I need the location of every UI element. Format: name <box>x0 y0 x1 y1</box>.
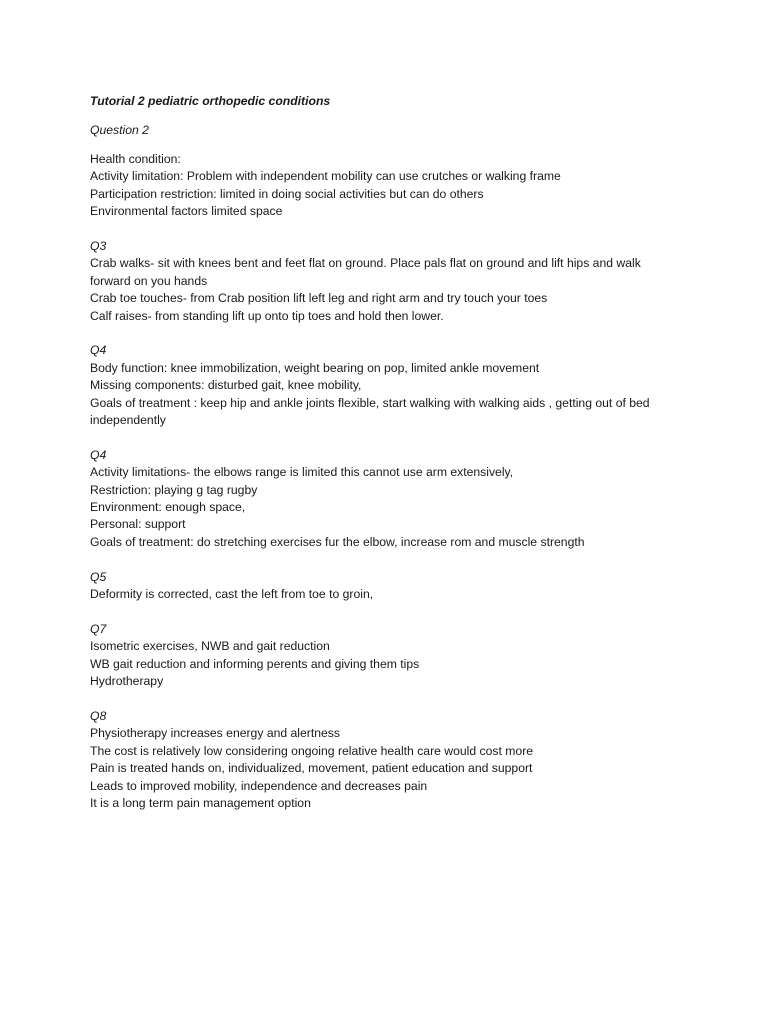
answer-line: Environment: enough space, <box>90 500 246 515</box>
answer-line: Physiotherapy increases energy and alertness <box>90 726 340 741</box>
question-label: Question 2 <box>90 123 149 137</box>
answer-line: Deformity is corrected, cast the left from toe to groin, <box>90 587 374 602</box>
answer-line: The cost is relatively low considering ongoing relative health care would cost more <box>90 743 534 758</box>
answer-line: Activity limitation: Problem with independent mobility can use crutches or walking frame <box>90 169 561 184</box>
section-q4-second <box>90 447 680 551</box>
answer-line: Isometric exercises, NWB and gait reduction <box>90 639 330 654</box>
answer-line: Health condition: <box>90 152 181 166</box>
answer-line: WB gait reduction and informing perents and giving them tips <box>90 656 420 671</box>
section-question-2 <box>90 122 680 221</box>
question-label: Q5 <box>90 569 107 584</box>
answer-line: Crab walks- sit with knees bent and feet flat on ground. Place pals flat on ground and lift hips and walk forward on you hands <box>90 256 641 288</box>
answer-line: Calf raises- from standing lift up onto tip toes and hold then lower. <box>90 308 444 323</box>
answer-line: Pain is treated hands on, individualized, movement, patient education and support <box>90 761 533 776</box>
answer-line: Body function: knee immobilization, weight bearing on pop, limited ankle movement <box>90 360 540 375</box>
question-label: Q8 <box>90 708 107 723</box>
question-label: Q4 <box>90 343 107 358</box>
section-q5 <box>90 569 680 604</box>
answer-line: Participation restriction: limited in doing social activities but can do others <box>90 186 484 201</box>
question-label: Q3 <box>90 239 107 254</box>
answer-line: It is a long term pain management option <box>90 795 311 810</box>
question-label: Q4 <box>90 447 107 462</box>
answer-line: Missing components: disturbed gait, knee mobility, <box>90 378 362 393</box>
section-q7 <box>90 621 680 691</box>
answer-line: Goals of treatment : keep hip and ankle joints flexible, start walking with walking aids , getting out of bed independently <box>90 395 650 428</box>
answer-line: Activity limitations- the elbows range is limited this cannot use arm extensively, <box>90 465 514 480</box>
answer-line: Hydrotherapy <box>90 674 164 689</box>
answer-line: Goals of treatment: do stretching exercises fur the elbow, increase rom and muscle strength <box>90 534 585 549</box>
answer-line: Restriction: playing g tag rugby <box>90 482 258 497</box>
section-q3 <box>90 238 680 325</box>
answer-line: Crab toe touches- from Crab position lift left leg and right arm and try touch your toes <box>90 291 548 306</box>
section-q4-first <box>90 342 680 429</box>
question-label: Q7 <box>90 621 107 636</box>
section-q8 <box>90 708 680 812</box>
answer-line: Personal: support <box>90 517 186 532</box>
answer-line: Environmental factors limited space <box>90 204 283 219</box>
answer-line: Leads to improved mobility, independence and decreases pain <box>90 778 428 793</box>
document-title: Tutorial 2 pediatric orthopedic conditions <box>90 94 331 108</box>
document-body <box>90 93 680 830</box>
